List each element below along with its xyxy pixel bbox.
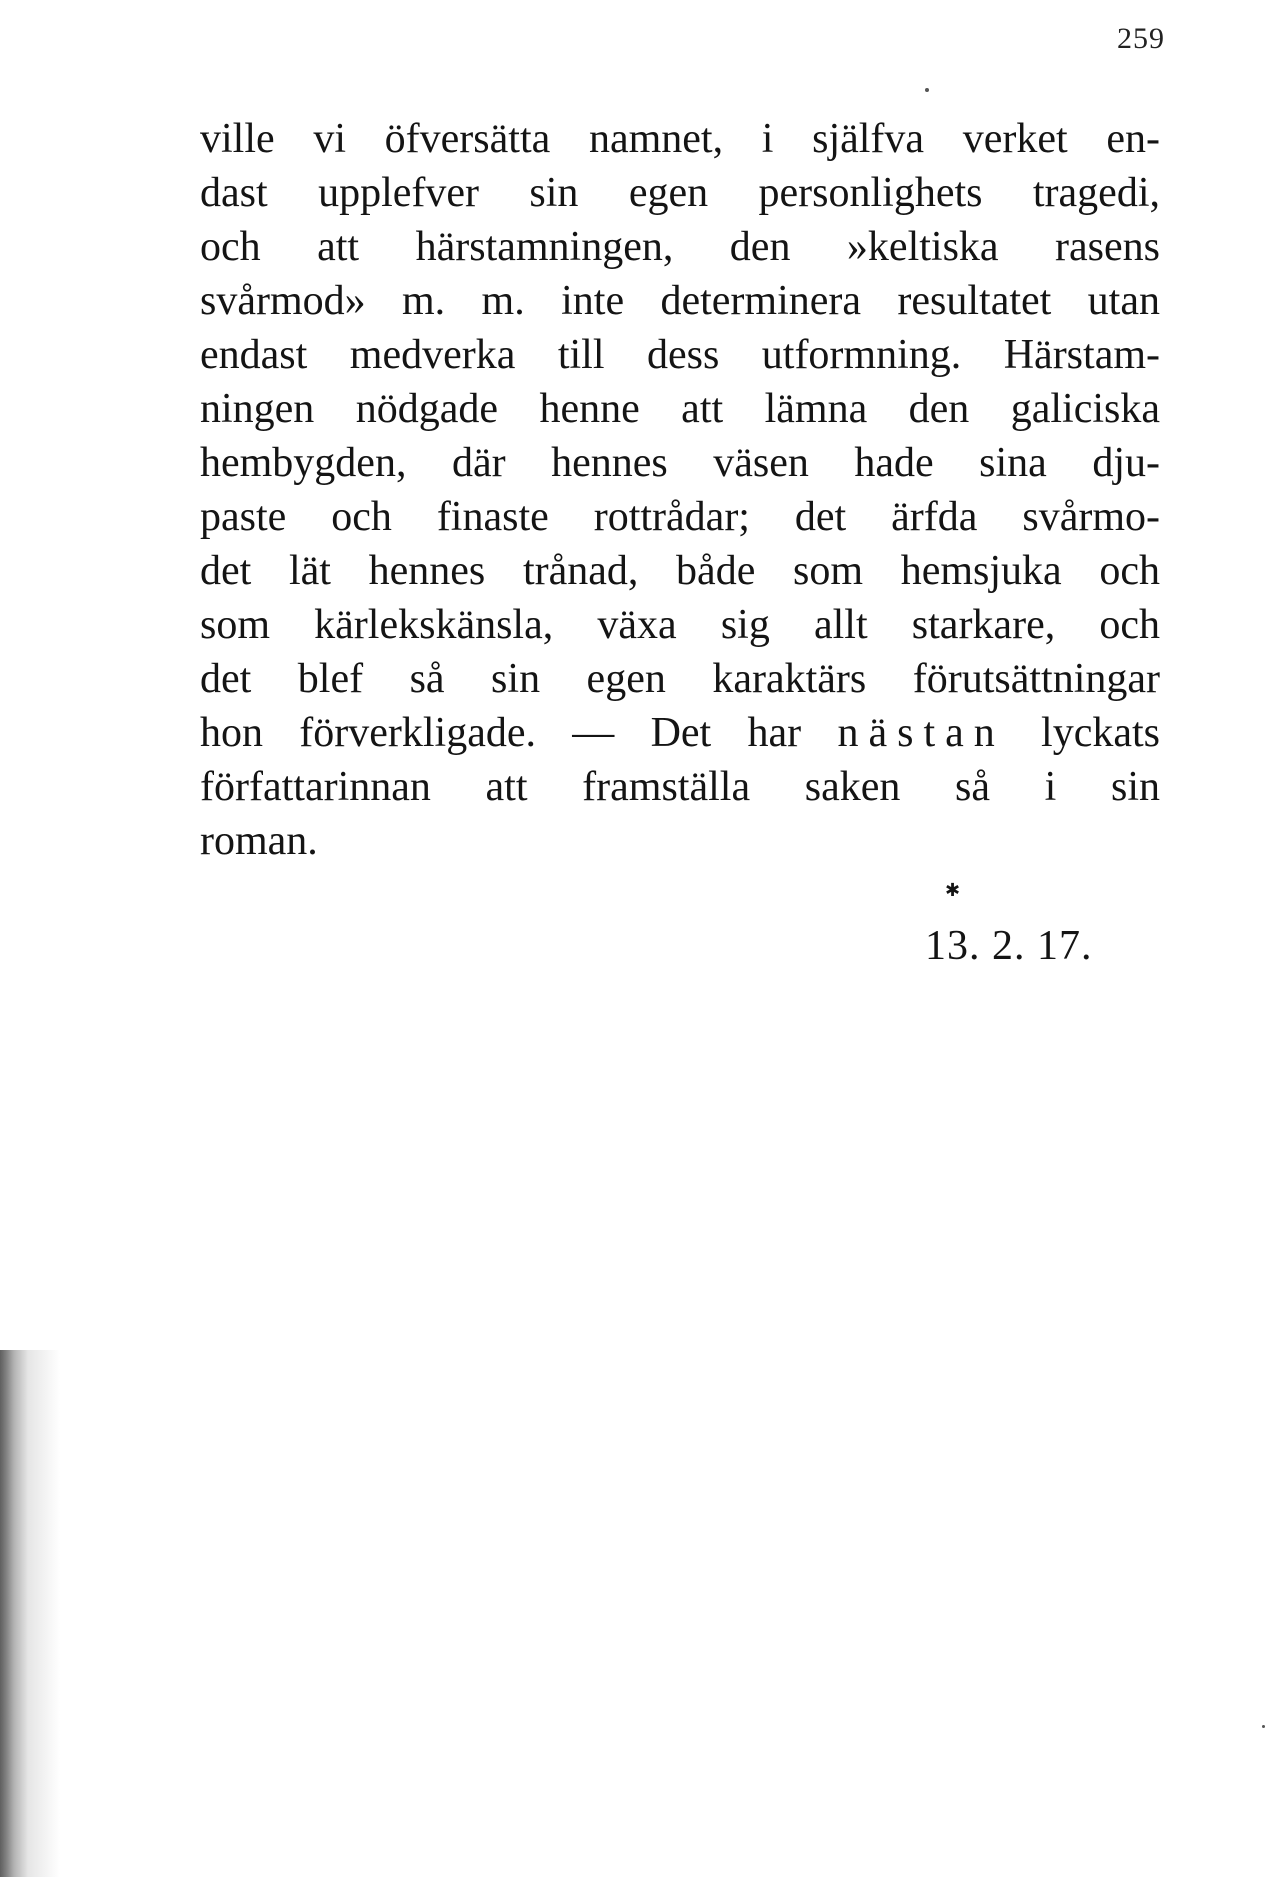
text-line-5: endast medverka till dess utformning. Härstam-	[200, 332, 1160, 378]
letterspaced-word: nästan	[837, 710, 1005, 756]
ornament-mark: ✱	[945, 880, 961, 900]
text-line-12-before: hon förverkligade. — Det har	[200, 710, 802, 756]
text-line-14: roman.	[200, 818, 318, 864]
text-line-8: paste och finaste rottrådar; det ärfda svårmo-	[200, 494, 1160, 540]
print-speck	[925, 88, 929, 92]
text-line-6: ningen nödgade henne att lämna den galiciska	[200, 386, 1160, 432]
text-line-12-after: lyckats	[1041, 710, 1161, 756]
text-line-11: det blef så sin egen karaktärs förutsättningar	[200, 656, 1160, 702]
text-line-12	[200, 706, 1160, 760]
text-line-1: ville vi öfversätta namnet, i själfva verket en-	[200, 116, 1160, 162]
text-line-7: hembygden, där hennes väsen hade sina dju-	[200, 440, 1160, 486]
text-line-2: dast upplefver sin egen personlighets tragedi,	[200, 170, 1160, 216]
text-line-10: som kärlekskänsla, växa sig allt starkare, och	[200, 602, 1160, 648]
text-line-3: och att härstamningen, den »keltiska rasens	[200, 224, 1160, 270]
text-line-9: det lät hennes trånad, både som hemsjuka och	[200, 548, 1160, 594]
text-line-4: svårmod» m. m. inte determinera resultatet utan	[200, 278, 1160, 324]
body-text	[200, 112, 1160, 868]
date-signature: 13. 2. 17.	[925, 923, 1093, 969]
text-line-13: författarinnan att framställa saken så i sin	[200, 764, 1160, 810]
print-speck	[1262, 1725, 1265, 1728]
binding-edge-shadow	[0, 1350, 60, 1877]
page-number: 259	[1117, 22, 1165, 55]
